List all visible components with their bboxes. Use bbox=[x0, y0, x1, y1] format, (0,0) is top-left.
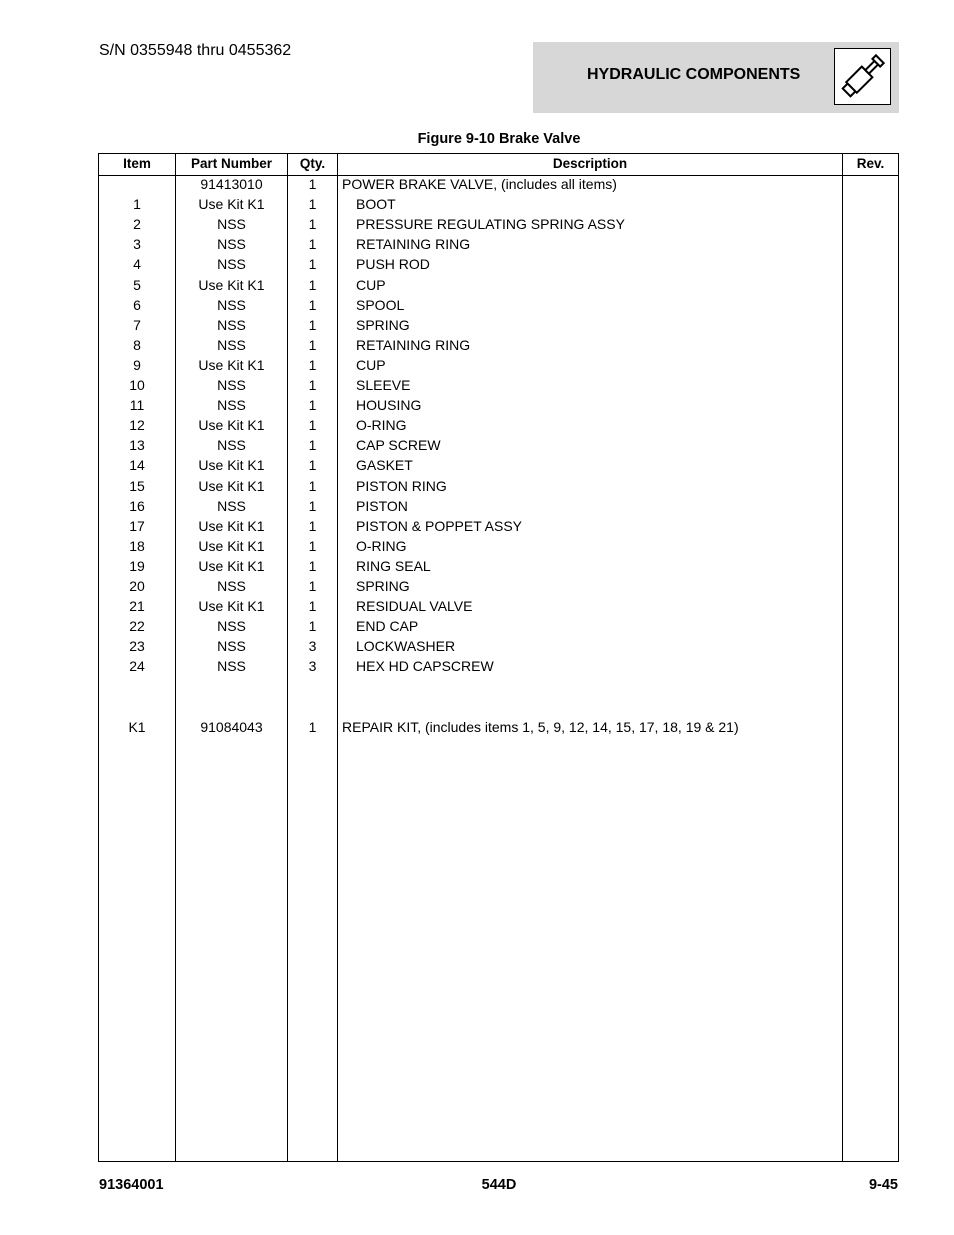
row-part-number: NSS bbox=[217, 316, 246, 333]
row-item: 2 bbox=[133, 216, 141, 233]
header-part-number: Part Number bbox=[190, 156, 273, 171]
row-item: 10 bbox=[129, 377, 145, 393]
row-part-number: NSS bbox=[217, 377, 246, 393]
row-item: 7 bbox=[133, 316, 141, 333]
row-description: O-RING bbox=[356, 417, 407, 434]
row-item: 9 bbox=[133, 356, 141, 373]
row-item: 4 bbox=[133, 256, 141, 273]
row-part-number: NSS bbox=[217, 578, 246, 594]
row-item: 12 bbox=[129, 417, 145, 434]
row-qty: 1 bbox=[308, 316, 317, 333]
hydraulic-cylinder-icon bbox=[834, 48, 891, 105]
row-part-number: Use Kit K1 bbox=[198, 276, 265, 293]
row-description: HEX HD CAPSCREW bbox=[356, 658, 494, 675]
row-qty: 1 bbox=[308, 457, 317, 474]
row-qty: 1 bbox=[308, 236, 317, 253]
row-description: GASKET bbox=[356, 457, 413, 474]
row-item: 15 bbox=[129, 477, 145, 494]
row-part-number: NSS bbox=[217, 397, 246, 414]
row-qty: 1 bbox=[308, 397, 317, 414]
row-description: REPAIR KIT, (includes items 1, 5, 9, 12, 14, 15, 17, 18, 19 & 21) bbox=[342, 718, 739, 735]
row-qty: 1 bbox=[308, 598, 317, 615]
row-qty: 1 bbox=[308, 296, 317, 313]
row-qty: 1 bbox=[308, 377, 317, 393]
row-description: SPOOL bbox=[356, 296, 405, 313]
row-qty: 1 bbox=[308, 477, 317, 494]
row-description: HOUSING bbox=[356, 397, 422, 414]
section-header bbox=[533, 42, 899, 113]
row-item: 17 bbox=[129, 517, 145, 534]
row-description: PISTON bbox=[356, 497, 408, 514]
row-qty: 1 bbox=[308, 437, 317, 454]
row-part-number: NSS bbox=[217, 256, 246, 273]
row-qty: 1 bbox=[308, 196, 317, 213]
row-part-number bbox=[176, 677, 287, 697]
row-item: 6 bbox=[133, 296, 141, 313]
row-part-number: Use Kit K1 bbox=[198, 356, 265, 373]
column-divider bbox=[842, 154, 843, 1161]
row-qty: 1 bbox=[308, 497, 317, 514]
row-qty: 1 bbox=[308, 336, 317, 353]
row-description: RETAINING RING bbox=[356, 236, 471, 253]
row-qty: 1 bbox=[308, 557, 317, 574]
row-qty: 1 bbox=[308, 216, 317, 233]
row-item: 18 bbox=[129, 537, 145, 554]
serial-range: S/N 0355948 thru 0455362 bbox=[99, 42, 292, 59]
row-qty: 1 bbox=[308, 537, 317, 554]
row-part-number: NSS bbox=[217, 658, 246, 675]
row-item: 11 bbox=[129, 397, 145, 414]
row-qty: 3 bbox=[308, 658, 317, 675]
row-part-number: NSS bbox=[217, 437, 246, 454]
row-qty: 1 bbox=[308, 718, 317, 735]
row-description: SLEEVE bbox=[356, 377, 411, 393]
row-part-number: Use Kit K1 bbox=[198, 417, 265, 434]
row-item: 13 bbox=[129, 437, 145, 454]
row-part-number: Use Kit K1 bbox=[198, 196, 265, 213]
row-item bbox=[99, 174, 175, 194]
row-item bbox=[99, 697, 175, 717]
row-item: 20 bbox=[129, 578, 145, 594]
header-rev: Rev. bbox=[856, 156, 885, 171]
row-qty: 1 bbox=[308, 256, 317, 273]
section-title: HYDRAULIC COMPONENTS bbox=[587, 66, 801, 83]
row-qty: 1 bbox=[308, 517, 317, 534]
row-part-number: 91084043 bbox=[200, 718, 263, 735]
row-part-number: NSS bbox=[217, 618, 246, 635]
row-item: 3 bbox=[133, 236, 141, 253]
row-part-number: NSS bbox=[217, 497, 246, 514]
row-qty: 3 bbox=[308, 638, 317, 655]
row-description: RING SEAL bbox=[356, 557, 431, 574]
row-description: PRESSURE REGULATING SPRING ASSY bbox=[356, 216, 625, 233]
row-part-number: NSS bbox=[217, 216, 246, 233]
row-qty: 1 bbox=[308, 618, 317, 635]
row-item: 8 bbox=[133, 336, 141, 353]
row-part-number: Use Kit K1 bbox=[198, 457, 265, 474]
row-part-number: NSS bbox=[217, 638, 246, 655]
row-qty bbox=[288, 677, 337, 697]
row-part-number: Use Kit K1 bbox=[198, 517, 265, 534]
row-part-number: NSS bbox=[217, 336, 246, 353]
row-description: SPRING bbox=[356, 316, 410, 333]
page-number: 9-45 bbox=[868, 1177, 898, 1193]
row-part-number: Use Kit K1 bbox=[198, 477, 265, 494]
row-part-number: Use Kit K1 bbox=[198, 537, 265, 554]
row-description: LOCKWASHER bbox=[356, 638, 456, 655]
row-qty: 1 bbox=[308, 417, 317, 434]
row-item: 16 bbox=[129, 497, 145, 514]
row-item: 5 bbox=[133, 276, 141, 293]
header-description: Description bbox=[552, 156, 628, 171]
row-description: BOOT bbox=[356, 196, 396, 213]
row-qty: 1 bbox=[308, 356, 317, 373]
header-item: Item bbox=[123, 156, 151, 171]
row-part-number: NSS bbox=[217, 296, 246, 313]
row-part-number: Use Kit K1 bbox=[198, 557, 265, 574]
row-item: 23 bbox=[129, 638, 145, 655]
row-description: END CAP bbox=[356, 618, 419, 635]
row-part-number bbox=[176, 697, 287, 717]
column-divider bbox=[337, 154, 338, 1161]
row-description: CAP SCREW bbox=[356, 437, 441, 454]
row-description: PUSH ROD bbox=[356, 256, 430, 273]
row-qty: 1 bbox=[308, 578, 317, 594]
doc-number: 91364001 bbox=[99, 1177, 164, 1193]
row-part-number: NSS bbox=[217, 236, 246, 253]
row-description: CUP bbox=[356, 276, 386, 293]
row-qty: 1 bbox=[308, 276, 317, 293]
row-item: 22 bbox=[129, 618, 145, 635]
model-number: 544D bbox=[481, 1177, 517, 1193]
row-qty bbox=[288, 697, 337, 717]
parts-table bbox=[98, 153, 899, 1162]
row-item: 19 bbox=[129, 557, 145, 574]
figure-title: Figure 9-10 Brake Valve bbox=[417, 131, 581, 147]
row-part-number: Use Kit K1 bbox=[198, 598, 265, 615]
header-qty: Qty. bbox=[299, 156, 326, 171]
row-description: CUP bbox=[356, 356, 386, 373]
row-item: K1 bbox=[128, 718, 146, 735]
row-item: 21 bbox=[129, 598, 145, 615]
row-description: RESIDUAL VALVE bbox=[356, 598, 473, 615]
row-description: PISTON & POPPET ASSY bbox=[356, 517, 522, 534]
row-qty: 1 bbox=[308, 176, 317, 192]
row-description: RETAINING RING bbox=[356, 336, 471, 353]
row-description: POWER BRAKE VALVE, (includes all items) bbox=[342, 176, 617, 192]
row-description: PISTON RING bbox=[356, 477, 447, 494]
row-item: 24 bbox=[129, 658, 145, 675]
row-description: SPRING bbox=[356, 578, 410, 594]
row-item: 1 bbox=[133, 196, 141, 213]
row-part-number: 91413010 bbox=[200, 176, 263, 192]
row-description: O-RING bbox=[356, 537, 407, 554]
row-item bbox=[99, 677, 175, 697]
row-item: 14 bbox=[129, 457, 145, 474]
